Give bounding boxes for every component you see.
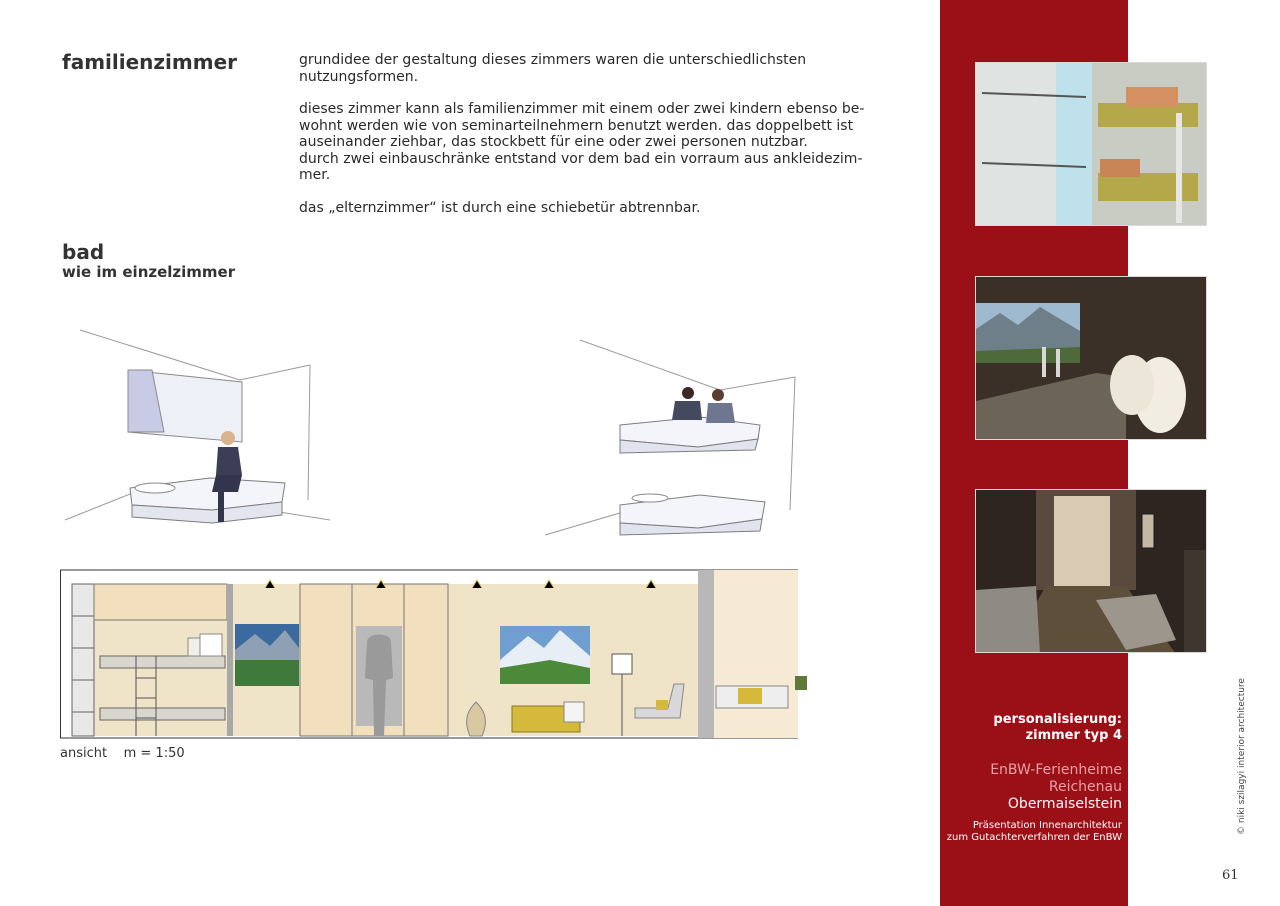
note-line: zum Gutachterverfahren der EnBW [946,832,1122,843]
project-line: Reichenau [1048,779,1122,795]
sketch-double-bed [60,320,330,540]
sidebar-title-line: zimmer typ 4 [1025,728,1122,743]
room-title: familienzimmer [62,50,238,74]
project-line: EnBW-Ferienheime [990,762,1122,778]
paragraph-2 [299,101,879,184]
text-line: das „elternzimmer“ ist durch eine schiebetür abtrennbar. [299,199,701,216]
photo-dining-room [975,276,1207,440]
sidebar-title-line: personalisierung: [993,712,1122,727]
text-line: durch zwei einbauschränke entstand vor dem bad ein vorraum aus ankleidezim- [299,150,863,167]
sidebar-title [946,712,1122,744]
drawing-caption: ansicht m = 1:50 [60,746,185,761]
page-number: 61 [1222,868,1239,883]
text-line: auseinander ziehbar, das stockbett für eine oder zwei personen nutzbar. [299,134,808,150]
text-line: mer. [299,167,331,183]
bath-subtitle: wie im einzelzimmer [62,263,236,281]
copyright-credit: © niki szilagyi interior architecture [1237,678,1247,835]
project-line: Obermaiselstein [1007,796,1122,812]
photo-bunk-bed [975,62,1207,226]
text-line: wohnt werden wie von seminarteilnehmern benutzt werden. das doppelbett ist [299,117,854,134]
description-text [299,52,879,232]
bath-title: bad [62,240,105,264]
elevation-drawing [60,568,815,743]
text-line: dieses zimmer kann als familienzimmer mit einem oder zwei kindern ebenso be- [299,101,865,117]
project-name [946,762,1122,813]
text-line: nutzungsformen. [299,68,419,85]
presentation-note [940,820,1122,844]
paragraph-3 [299,200,879,217]
paragraph-1 [299,52,879,85]
note-line: Präsentation Innenarchitektur [972,820,1122,831]
sketch-bunk-bed [540,335,820,545]
text-line: grundidee der gestaltung dieses zimmers waren die unterschiedlichsten [299,52,807,68]
photo-hotel-room [975,489,1207,653]
